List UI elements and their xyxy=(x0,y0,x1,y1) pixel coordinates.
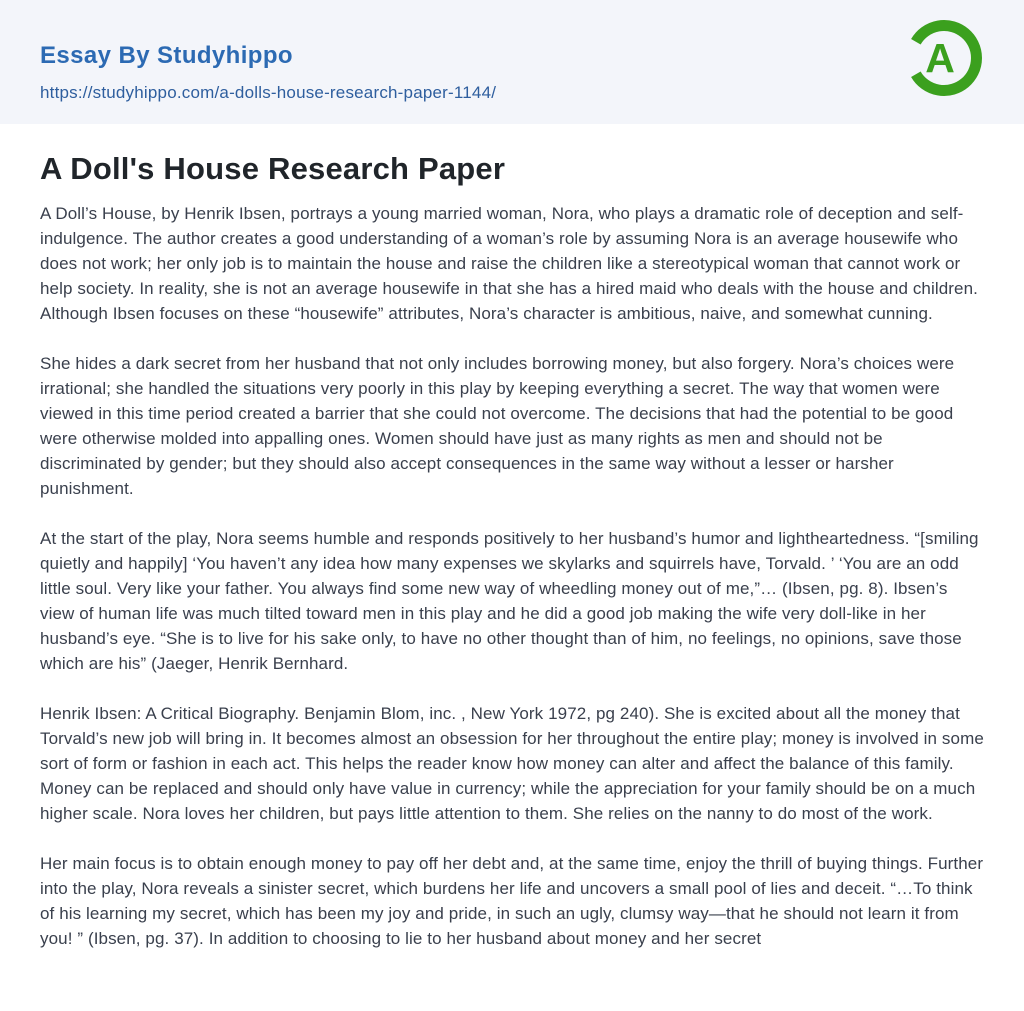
paragraph: At the start of the play, Nora seems humble and responds positively to her husband’s humor and lightheartedness. “[smiling quietly and happily] ‘You haven’t any idea how many expenses we skylarks and squirrels have, Torvald. ’ ‘You are an odd little soul. Very like your father. You always find some new way of wheedling money out of me,”… (Ibsen, pg. 8). Ibsen’s view of human life was much tilted toward men in this play and he did a good job making the wife very doll-like in her husband’s eye. “She is to live for his sake only, to have no other thought than of him, no feelings, no opinions, save those which are his” (Jaeger, Henrik Bernhard. xyxy=(40,529,979,673)
paragraph: Her main focus is to obtain enough money to pay off her debt and, at the same time, enjoy the thrill of buying things. Further into the play, Nora reveals a sinister secret, which burdens her life and uncovers a small pool of lies and deceit. “…To think of his learning my secret, which has been my joy and pride, in such an ugly, clumsy way—that he should not learn it from you! ” (Ibsen, pg. 37). In addition to choosing to lie to her husband about money and her secret xyxy=(40,854,984,948)
page-url-link[interactable]: https://studyhippo.com/a-dolls-house-research-paper-1144/ xyxy=(40,83,497,102)
logo-letter: A xyxy=(925,35,955,81)
page-header xyxy=(0,0,1024,124)
studyhippo-logo xyxy=(904,18,984,98)
article xyxy=(0,124,1024,951)
paragraph: A Doll’s House, by Henrik Ibsen, portrays a young married woman, Nora, who plays a dramatic role of deception and self-indulgence. The author creates a good understanding of a woman’s role by assuming Nora is an average housewife who does not work; her only job is to maintain the house and raise the children like a stereotypical woman that cannot work or help society. In reality, she is not an average housewife in that she has a hired maid who deals with the house and children. Although Ibsen focuses on these “housewife” attributes, Nora’s character is ambitious, naive, and somewhat cunning. xyxy=(40,204,978,323)
paragraph: She hides a dark secret from her husband that not only includes borrowing money, but also forgery. Nora’s choices were irrational; she handled the situations very poorly in this play by keeping everything a secret. The way that women were viewed in this time period created a barrier that she could not overcome. The decisions that had the potential to be good were otherwise molded into appalling ones. Women should have just as many rights as men and should not be discriminated by gender; but they should also accept consequences in the same way without a lesser or harsher punishment. xyxy=(40,354,955,498)
paragraph: Henrik Ibsen: A Critical Biography. Benjamin Blom, inc. , New York 1972, pg 240). She is excited about all the money that Torvald’s new job will bring in. It becomes almost an obsession for her throughout the entire play; money is involved in some sort of form or fashion in each act. This helps the reader know how money can alter and affect the balance of this family. Money can be replaced and should only have value in currency; while the appreciation for your family should be on a much higher scale. Nora loves her children, but pays little attention to them. She relies on the nanny to do most of the work. xyxy=(40,704,984,823)
logo-ring-icon xyxy=(904,18,984,98)
byline: Essay By Studyhippo xyxy=(40,42,293,69)
article-title: A Doll's House Research Paper xyxy=(40,151,506,186)
